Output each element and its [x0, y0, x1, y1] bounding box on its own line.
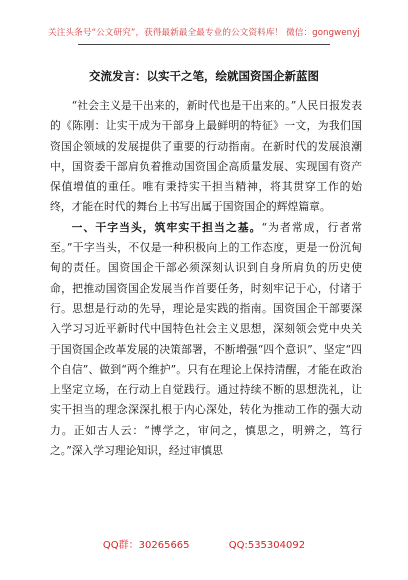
section-1-body: “为者常成，行者常至。”干字当头，不仅是一种积极向上的工作态度，更是一份沉甸甸的责任。国资国企干部必须深刻认识到自身所肩负的历史使命，把推动国资国企发展当作首要任务，时刻牢记于心，付诸于行。思想是行动的先导，理论是实践的指南。国资国企干部要深入学习习近平新时代中国特色社会主义思想，深刻领会党中央关于国资国企改革发展的决策部署，不断增强“四个意识”、坚定“四个自信”、做到“两个维护”。只有在理论上保持清醒，才能在政治上坚定立场，在行动上自觉践行。通过持续不断的思想洗礼，让实干担当的理念深深扎根于内心深处，转化为推动工作的强大动力。正如古人云：“博学之，审问之，慎思之，明辨之，笃行之。”深入学习理论知识，经过审慎思 [50, 220, 362, 458]
section-1-heading: 一、干字当头，筑牢实干担当之基。 [71, 220, 262, 234]
section-1-paragraph [50, 218, 362, 462]
footer-contacts [0, 536, 408, 551]
header-banner: 关注头条号“公文研究”，获得最新最全最专业的公文资料库！ 微信：gongwenyj [48, 28, 360, 38]
intro-paragraph: “社会主义是干出来的，新时代也是干出来的。”人民日报发表的《陈刚：让实干成为干部身上最鲜明的特征》一文，为我们国资国企领域的发展提供了重要的行动指南。在新时代的发展浪潮中，国资委干部肩负着推动国资国企高质量发展、实现国有资产保值增值的重任。唯有秉持实干担当精神，将其贯穿工作的始终，才能在时代的舞台上书写出属于国资国企的辉煌篇章。 [50, 99, 362, 214]
document-title: 交流发言：以实干之笔，绘就国资国企新蓝图 [89, 69, 319, 83]
header-divider [78, 44, 330, 45]
document-body [50, 96, 362, 461]
footer-qq-group: QQ群：30265665 [102, 540, 190, 551]
footer-qq: QQ:535304092 [228, 540, 306, 551]
